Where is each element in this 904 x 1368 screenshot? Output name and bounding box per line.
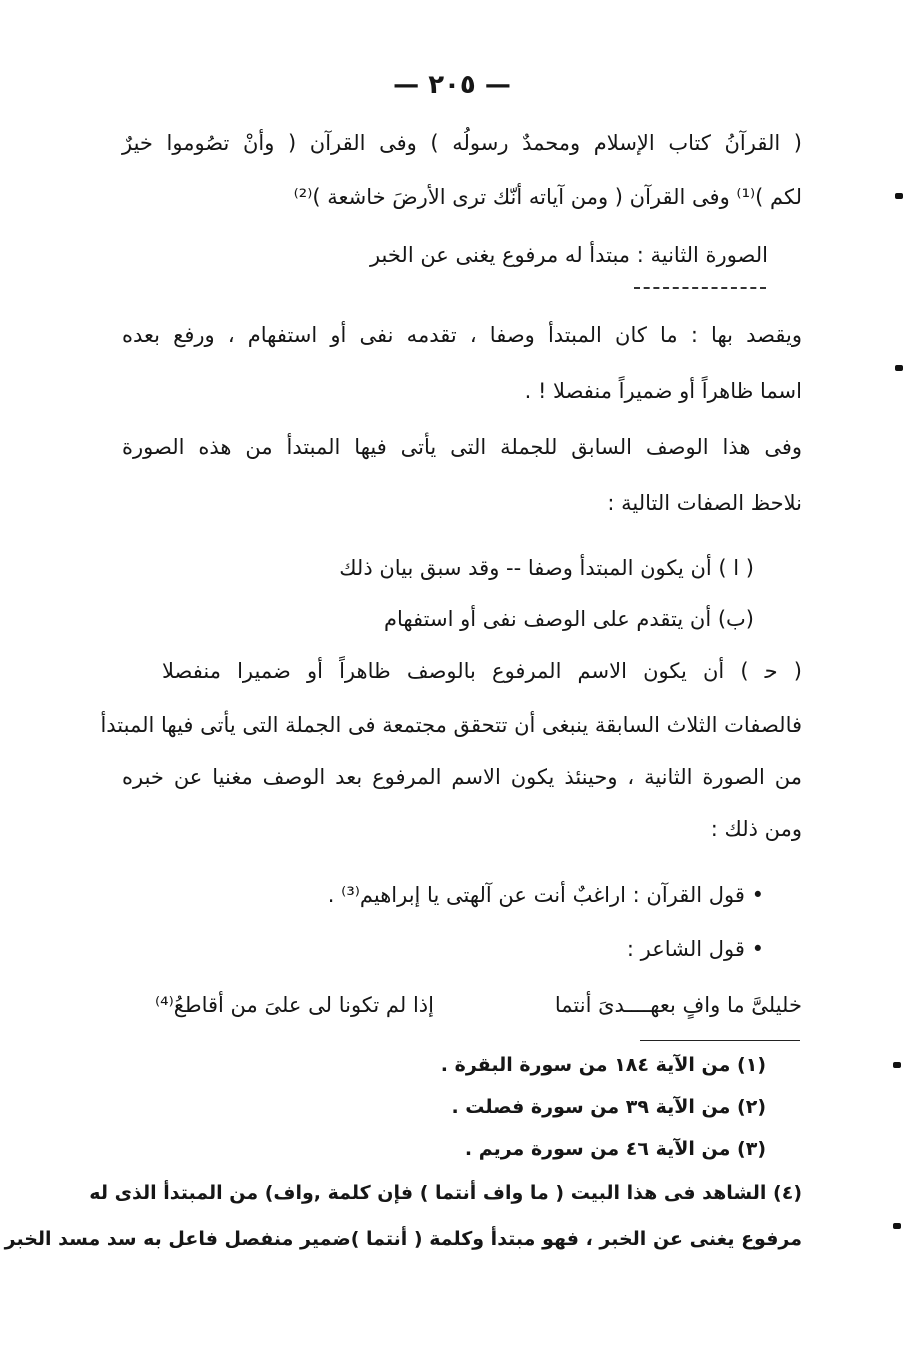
page-number: — ٢٠٥ —: [393, 70, 511, 100]
footnote-2: (٢) من الآية ٣٩ من سورة فصلت .: [451, 1096, 766, 1118]
body-line: وفى هذا الوصف السابق للجملة التى يأتى فيها المبتدأ من هذه الصورة: [122, 435, 802, 459]
margin-mark: [895, 365, 903, 371]
footnote-separator: [640, 1040, 800, 1041]
condition-c: ( ﺣ ) أن يكون الاسم المرفوع بالوصف ظاهراً أو ضميرا منفصلا: [162, 659, 802, 683]
verse-second-hemistich: إذا لم تكونا لى علىَ من أقاطعُ⁽⁴⁾: [154, 993, 434, 1017]
condition-b: (ب) أن يتقدم على الوصف نفى أو استفهام: [383, 607, 754, 631]
section-heading: الصورة الثانية : مبتدأ له مرفوع يغنى عن الخبر: [369, 243, 768, 267]
body-line: اسما ظاهراً أو ضميراً منفصلا ! .: [524, 379, 802, 403]
example-quran: • قول القرآن : اراغبٌ أنت عن آلهتى يا إبراهيم⁽³⁾ .: [327, 883, 764, 907]
example-poet: • قول الشاعر :: [626, 937, 764, 961]
body-line: لكم )⁽¹⁾ وفى القرآن ( ومن آياته أنّك ترى الأرضَ خاشعة )⁽²⁾: [293, 185, 802, 209]
body-line: من الصورة الثانية ، وحينئذ يكون الاسم المرفوع بعد الوصف مغنيا عن خبره: [122, 765, 802, 789]
body-line: ومن ذلك :: [710, 817, 802, 841]
footnote-4: (٤) الشاهد فى هذا البيت ( ما واف أنتما ) فإن كلمة ,واف) من المبتدأ الذى له: [89, 1182, 802, 1204]
margin-mark: [893, 1223, 901, 1229]
body-line: نلاحظ الصفات التالية :: [607, 491, 802, 515]
body-line: ( القرآنُ كتاب الإسلام ومحمدٌ رسولُه ) وفى القرآن ( وأنْ تصُوموا خيرٌ: [122, 131, 802, 155]
margin-mark: [893, 1062, 901, 1068]
footnote-4-continued: مرفوع يغنى عن الخبر ، فهو مبتدأ وكلمة ( أنتما )ضمير منفصل فاعل به سد مسد الخبر: [4, 1228, 802, 1250]
body-line: ويقصد بها : ما كان المبتدأ وصفا ، تقدمه نفى أو استفهام ، ورفع بعده: [122, 323, 802, 347]
heading-underline: [634, 287, 766, 289]
condition-a: ( ا ) أن يكون المبتدأ وصفا -- وقد سبق بيان ذلك: [339, 556, 754, 580]
footnote-3: (٣) من الآية ٤٦ من سورة مريم .: [464, 1138, 766, 1160]
body-line: فالصفات الثلاث السابقة ينبغى أن تتحقق مجتمعة فى الجملة التى يأتى فيها المبتدأ: [100, 713, 802, 737]
footnote-1: (١) من الآية ١٨٤ من سورة البقرة .: [440, 1054, 766, 1076]
margin-mark: [895, 193, 903, 199]
verse-first-hemistich: خليلىَّ ما وافٍ بعهــــدىَ أنتما: [554, 993, 802, 1017]
